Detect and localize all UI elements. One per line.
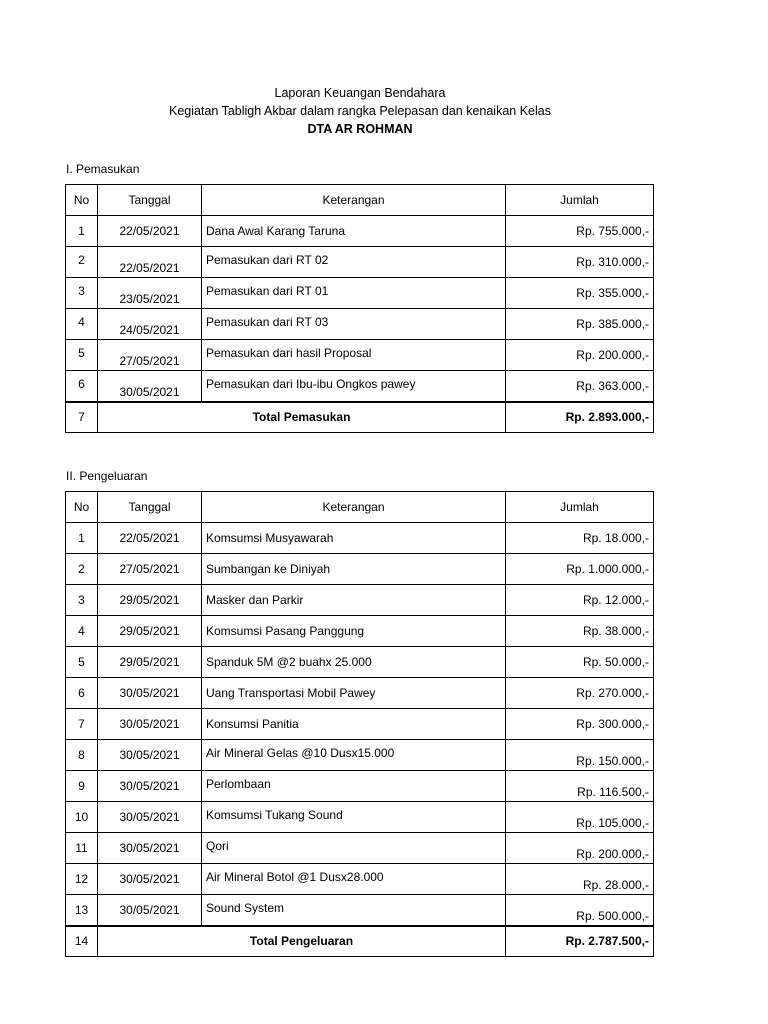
cell-desc: Air Mineral Botol @1 Dusx28.000 [202, 864, 506, 895]
cell-no: 1 [66, 216, 98, 247]
total-no: 14 [66, 926, 98, 957]
cell-no: 5 [66, 340, 98, 371]
cell-amount: Rp. 300.000,- [506, 709, 654, 740]
expense-table [65, 491, 654, 957]
table-row [66, 278, 654, 309]
cell-desc: Pemasukan dari RT 03 [202, 309, 506, 340]
table-row [66, 247, 654, 278]
table-row [66, 740, 654, 771]
cell-desc: Spanduk 5M @2 buahx 25.000 [202, 647, 506, 678]
total-amount: Rp. 2.787.500,- [506, 926, 654, 957]
header-no: No [66, 185, 98, 216]
cell-no: 2 [66, 247, 98, 278]
cell-desc: Pemasukan dari RT 01 [202, 278, 506, 309]
cell-amount: Rp. 270.000,- [506, 678, 654, 709]
cell-amount: Rp. 200.000,- [506, 833, 654, 864]
cell-date: 22/05/2021 [98, 247, 202, 278]
total-no: 7 [66, 402, 98, 433]
header-tanggal: Tanggal [98, 492, 202, 523]
table-row [66, 709, 654, 740]
cell-no: 11 [66, 833, 98, 864]
cell-desc: Pemasukan dari hasil Proposal [202, 340, 506, 371]
income-header-row [66, 185, 654, 216]
cell-desc: Sumbangan ke Diniyah [202, 554, 506, 585]
header-tanggal: Tanggal [98, 185, 202, 216]
cell-date: 30/05/2021 [98, 709, 202, 740]
cell-date: 29/05/2021 [98, 585, 202, 616]
table-row [66, 616, 654, 647]
cell-no: 10 [66, 802, 98, 833]
cell-date: 30/05/2021 [98, 678, 202, 709]
table-row [66, 371, 654, 402]
cell-desc: Pemasukan dari Ibu-ibu Ongkos pawey [202, 371, 506, 402]
income-section-label: I. Pemasukan [66, 162, 140, 176]
cell-date: 29/05/2021 [98, 616, 202, 647]
cell-desc: Konsumsi Panitia [202, 709, 506, 740]
cell-amount: Rp. 755.000,- [506, 216, 654, 247]
cell-date: 22/05/2021 [98, 523, 202, 554]
title-line-2: Kegiatan Tabligh Akbar dalam rangka Pelepasan dan kenaikan Kelas [169, 104, 551, 118]
cell-date: 30/05/2021 [98, 895, 202, 926]
cell-no: 6 [66, 371, 98, 402]
table-row [66, 523, 654, 554]
cell-date: 30/05/2021 [98, 864, 202, 895]
cell-no: 6 [66, 678, 98, 709]
total-label: Total Pemasukan [98, 402, 506, 433]
cell-date: 30/05/2021 [98, 740, 202, 771]
cell-no: 12 [66, 864, 98, 895]
expense-header-row [66, 492, 654, 523]
cell-no: 4 [66, 309, 98, 340]
cell-no: 3 [66, 278, 98, 309]
cell-desc: Pemasukan dari RT 02 [202, 247, 506, 278]
income-total-row [66, 402, 654, 433]
header-keterangan: Keterangan [202, 492, 506, 523]
cell-desc: Qori [202, 833, 506, 864]
cell-no: 8 [66, 740, 98, 771]
total-label: Total Pengeluaran [98, 926, 506, 957]
table-row [66, 309, 654, 340]
report-title [0, 84, 720, 138]
cell-amount: Rp. 310.000,- [506, 247, 654, 278]
table-row [66, 802, 654, 833]
cell-date: 23/05/2021 [98, 278, 202, 309]
cell-amount: Rp. 150.000,- [506, 740, 654, 771]
cell-amount: Rp. 18.000,- [506, 523, 654, 554]
cell-date: 30/05/2021 [98, 371, 202, 402]
expense-section-label: II. Pengeluaran [66, 469, 148, 483]
cell-amount: Rp. 38.000,- [506, 616, 654, 647]
cell-date: 22/05/2021 [98, 216, 202, 247]
header-jumlah: Jumlah [506, 185, 654, 216]
cell-date: 30/05/2021 [98, 802, 202, 833]
header-keterangan: Keterangan [202, 185, 506, 216]
cell-amount: Rp. 355.000,- [506, 278, 654, 309]
cell-no: 5 [66, 647, 98, 678]
cell-date: 29/05/2021 [98, 647, 202, 678]
total-amount: Rp. 2.893.000,- [506, 402, 654, 433]
header-jumlah: Jumlah [506, 492, 654, 523]
cell-date: 24/05/2021 [98, 309, 202, 340]
cell-desc: Komsumsi Tukang Sound [202, 802, 506, 833]
cell-date: 30/05/2021 [98, 771, 202, 802]
cell-amount: Rp. 12.000,- [506, 585, 654, 616]
cell-amount: Rp. 1.000.000,- [506, 554, 654, 585]
table-row [66, 585, 654, 616]
cell-date: 27/05/2021 [98, 340, 202, 371]
cell-amount: Rp. 105.000,- [506, 802, 654, 833]
cell-amount: Rp. 50.000,- [506, 647, 654, 678]
table-row [66, 216, 654, 247]
cell-desc: Komsumsi Pasang Panggung [202, 616, 506, 647]
table-row [66, 647, 654, 678]
cell-date: 30/05/2021 [98, 833, 202, 864]
table-row [66, 678, 654, 709]
cell-desc: Perlombaan [202, 771, 506, 802]
cell-no: 3 [66, 585, 98, 616]
expense-total-row [66, 926, 654, 957]
income-table [65, 184, 654, 433]
cell-desc: Dana Awal Karang Taruna [202, 216, 506, 247]
cell-no: 9 [66, 771, 98, 802]
cell-desc: Air Mineral Gelas @10 Dusx15.000 [202, 740, 506, 771]
cell-amount: Rp. 28.000,- [506, 864, 654, 895]
title-line-1: Laporan Keuangan Bendahara [274, 86, 446, 100]
cell-amount: Rp. 385.000,- [506, 309, 654, 340]
header-no: No [66, 492, 98, 523]
table-row [66, 864, 654, 895]
table-row [66, 771, 654, 802]
cell-desc: Uang Transportasi Mobil Pawey [202, 678, 506, 709]
cell-no: 13 [66, 895, 98, 926]
cell-amount: Rp. 363.000,- [506, 371, 654, 402]
cell-no: 2 [66, 554, 98, 585]
table-row [66, 833, 654, 864]
cell-desc: Sound System [202, 895, 506, 926]
cell-amount: Rp. 500.000,- [506, 895, 654, 926]
table-row [66, 340, 654, 371]
cell-date: 27/05/2021 [98, 554, 202, 585]
cell-no: 4 [66, 616, 98, 647]
cell-desc: Masker dan Parkir [202, 585, 506, 616]
cell-amount: Rp. 200.000,- [506, 340, 654, 371]
table-row [66, 554, 654, 585]
title-line-3: DTA AR ROHMAN [307, 122, 413, 136]
cell-no: 7 [66, 709, 98, 740]
cell-desc: Komsumsi Musyawarah [202, 523, 506, 554]
table-row [66, 895, 654, 926]
cell-amount: Rp. 116.500,- [506, 771, 654, 802]
cell-no: 1 [66, 523, 98, 554]
